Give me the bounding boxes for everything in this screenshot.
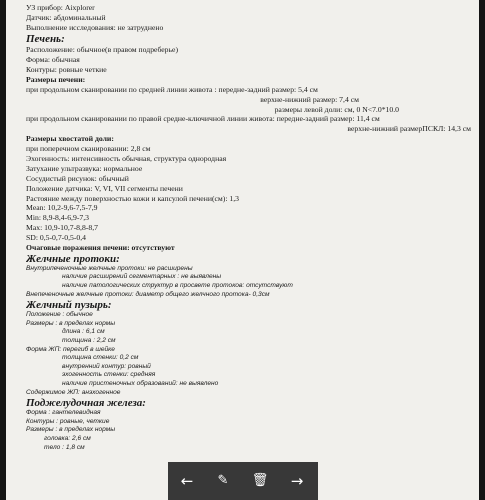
mean-values: Mean: 10,2-9,6-7,5-7,9 <box>26 203 98 213</box>
ultrasound-report <box>26 3 471 452</box>
liver-location: Расположение: обычное(в правом подреберье) <box>26 45 179 55</box>
gallbladder-thickness: толщина : 2,2 см <box>62 337 116 345</box>
inner-contour: внутренний контур: ровный <box>62 362 151 370</box>
skin-capsule-distance: Растояние между поверхностью кожи и капсулой печени(см): 1,3 <box>26 193 240 203</box>
gallbladder-shape: Форма ЖП: перегиб в шейке <box>26 345 115 353</box>
max-values: Max: 10,9-10,7-8,8-8,7 <box>26 223 98 233</box>
liver-shape: Форма: обычная <box>26 55 80 65</box>
caudate-lobe-size: при поперечном сканировании: 2,8 см <box>26 144 151 154</box>
edit-icon[interactable]: ✎ <box>217 473 229 488</box>
back-arrow-icon[interactable]: ← <box>180 472 194 490</box>
focal-lesions: Очаговые поражения печени: отсутствуют <box>26 242 175 252</box>
gallbladder-contents: Содержимое ЖП: анэхогенное <box>26 388 121 396</box>
gallbladder-heading: Желчный пузырь: <box>26 299 112 312</box>
liver-sizes-label: Размеры печени: <box>26 74 86 84</box>
wall-thickness: толщина стенки: 0,2 см <box>62 354 139 362</box>
extrahepatic-ducts: Внепеченочные желчные протоки: диаметр общего желчного протока- 0,3см <box>26 290 270 298</box>
probe-line: Датчик: абдоминальный <box>26 12 106 22</box>
pancreas-body: тело : 1,8 см <box>44 443 85 451</box>
exam-performance-line: Выполнение исследования: не затруднено <box>26 22 164 32</box>
wall-echogenicity: эхогенность стенки: средняя <box>62 371 156 379</box>
viewer-toolbar <box>168 462 318 500</box>
segmental-dilation: наличие расширений сегментарных : не выявлены <box>62 273 222 281</box>
gallbladder-length: длина : 6,1 см <box>62 328 105 336</box>
wall-formations: наличие пристеночных образований: не выявлено <box>62 380 219 387</box>
document-photo <box>6 0 479 500</box>
liver-midline-scan: при продольном сканировании по средней линии живота : передне-задний размер: 5,4 см <box>26 84 318 94</box>
probe-position: Положение датчика: V, VI, VII сегменты печени <box>26 183 183 193</box>
bile-ducts-heading: Желчные протоки: <box>26 252 120 265</box>
liver-mcl-vertical-size: верхне-нижний размерПСКЛ: 14,3 см <box>347 124 471 134</box>
pancreas-heading: Поджелудочная железа: <box>26 397 146 410</box>
min-values: Min: 8,9-8,4-6,9-7,3 <box>26 213 89 223</box>
vascular-pattern: Сосудистый рисунок: обычный <box>26 173 129 183</box>
sd-values: SD: 0,5-0,7-0,5-0,4 <box>26 233 87 243</box>
left-lobe-size: размеры левой доли: см, 0 N<7.0*10.0 <box>274 104 399 114</box>
pancreas-sizes: Размеры : в пределах нормы <box>26 426 116 434</box>
pancreas-shape: Форма : гантелевидная <box>26 409 101 417</box>
forward-arrow-icon[interactable]: → <box>290 472 304 490</box>
liver-mcl-scan: при продольном сканировании по правой средне-ключичной линии живота: передне-задний размер: 11,4 см <box>26 114 380 124</box>
gallbladder-sizes: Размеры : в пределах нормы <box>26 319 116 327</box>
device-line: УЗ прибор: Aixplorer <box>26 3 95 12</box>
pancreas-contours: Контуры : ровные, четкие <box>26 417 110 425</box>
ultrasound-attenuation: Затухание ультразвука: нормальное <box>26 163 143 173</box>
caudate-lobe-label: Размеры хвостатой доли: <box>26 134 114 144</box>
pathologic-structures: наличие патологических структур в просвете протоков: отсутствуют <box>62 282 293 290</box>
liver-contours: Контуры: ровные четкие <box>26 64 107 74</box>
trash-icon[interactable]: 🗑 <box>251 473 269 488</box>
gallbladder-position: Положение : обычное <box>26 311 93 319</box>
liver-echogenicity: Эхогенность: интенсивность обычная, структура однородная <box>26 153 227 163</box>
pancreas-head: головка: 2,6 см <box>44 434 91 442</box>
liver-vertical-size: верхне-нижний размер: 7,4 см <box>260 94 359 104</box>
liver-heading: Печень: <box>26 32 65 45</box>
intrahepatic-ducts: Внутрипеченочные желчные протоки: не расширены <box>26 264 193 272</box>
